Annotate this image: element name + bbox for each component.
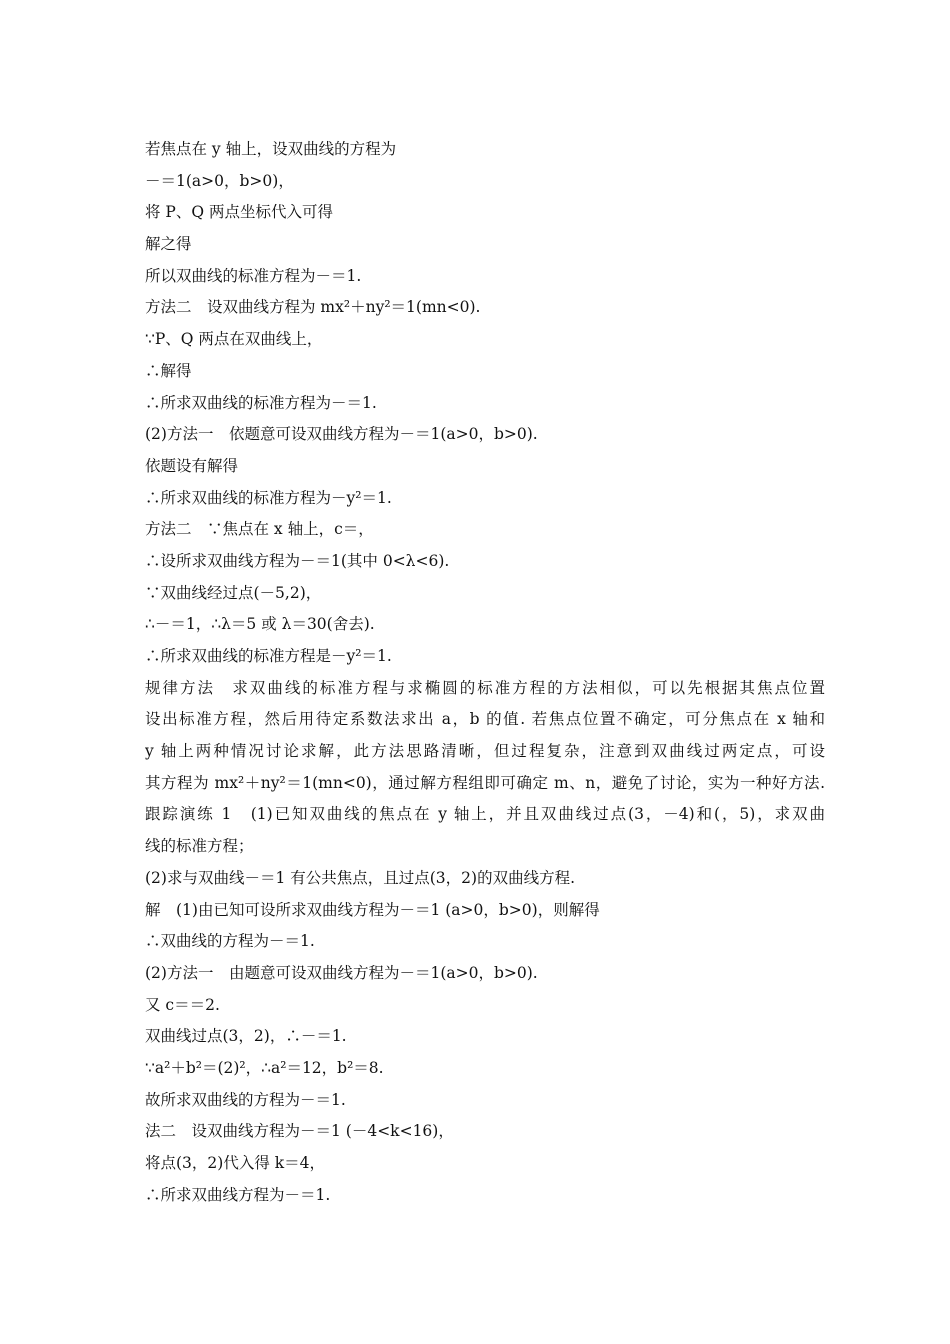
text-line: 将点(3，2)代入得 k＝4， — [145, 1154, 325, 1172]
text-line: 又 c＝＝2. — [145, 995, 220, 1014]
text-line: ∴解得 — [145, 361, 192, 380]
text-line: (2)求与双曲线－＝1 有公共焦点，且过点(3，2)的双曲线方程. — [145, 868, 575, 887]
text-line: ∵双曲线经过点(－5,2)， — [145, 583, 322, 602]
document-body — [145, 134, 825, 1211]
text-line: 故所求双曲线的方程为－＝1. — [145, 1090, 346, 1109]
text-line: (2)方法一 依题意可设双曲线方程为－＝1(a>0，b>0). — [145, 425, 538, 444]
text-line: 解 (1)由已知可设所求双曲线方程为－＝1 (a>0，b>0)，则解得 — [145, 900, 600, 919]
text-line: ∴所求双曲线的标准方程为－＝1. — [145, 393, 377, 412]
text-line: －＝1(a>0，b>0)， — [145, 171, 294, 190]
exercise-line: 跟踪演练 1 (1)已知双曲线的焦点在 y 轴上，并且双曲线过点(3，－4)和(，5)，求双曲 — [145, 805, 825, 824]
text-line: 依题设有解得 — [145, 456, 239, 475]
text-line: ∵P、Q 两点在双曲线上， — [145, 330, 323, 349]
method-paragraph-line: 其方程为 mx²＋ny²＝1(mn<0)，通过解方程组即可确定 m、n，避免了讨论，实为一种好方法. — [145, 773, 825, 792]
text-line: ∴所求双曲线方程为－＝1. — [145, 1185, 331, 1204]
method-paragraph-line: 规律方法 求双曲线的标准方程与求椭圆的标准方程的方法相似，可以先根据其焦点位置 — [145, 678, 825, 697]
text-line: (2)方法一 由题意可设双曲线方程为－＝1(a>0，b>0). — [145, 963, 538, 982]
method-paragraph-line: 设出标准方程，然后用待定系数法求出 a，b 的值. 若焦点位置不确定，可分焦点在 x 轴和 — [145, 710, 825, 729]
method-paragraph-line: y 轴上两种情况讨论求解，此方法思路清晰，但过程复杂，注意到双曲线过两定点，可设 — [145, 742, 825, 761]
text-line: 方法二 ∵焦点在 x 轴上，c＝， — [145, 520, 374, 539]
text-line: ∴设所求双曲线方程为－＝1(其中 0<λ<6). — [145, 551, 450, 570]
text-line: ∴－＝1，∴λ＝5 或 λ＝30(舍去). — [145, 615, 375, 634]
text-line: ∴所求双曲线的标准方程是－y²＝1. — [145, 647, 392, 665]
text-line: ∴所求双曲线的标准方程为－y²＝1. — [145, 488, 392, 507]
text-line: 方法二 设双曲线方程为 mx²＋ny²＝1(mn<0). — [145, 298, 481, 317]
text-line: 解之得 — [145, 235, 192, 254]
exercise-line: 线的标准方程； — [145, 837, 254, 856]
text-line: 若焦点在 y 轴上，设双曲线的方程为 — [145, 140, 397, 158]
text-line: 法二 设双曲线方程为－＝1 (－4<k<16)， — [145, 1122, 454, 1141]
text-line: 双曲线过点(3，2)，∴－＝1. — [145, 1027, 347, 1046]
text-line: ∴双曲线的方程为－＝1. — [145, 932, 315, 951]
text-line: 将 P、Q 两点坐标代入可得 — [145, 203, 333, 222]
text-line: ∵a²＋b²＝(2)²，∴a²＝12，b²＝8. — [145, 1058, 384, 1077]
text-line: 所以双曲线的标准方程为－＝1. — [145, 266, 362, 285]
